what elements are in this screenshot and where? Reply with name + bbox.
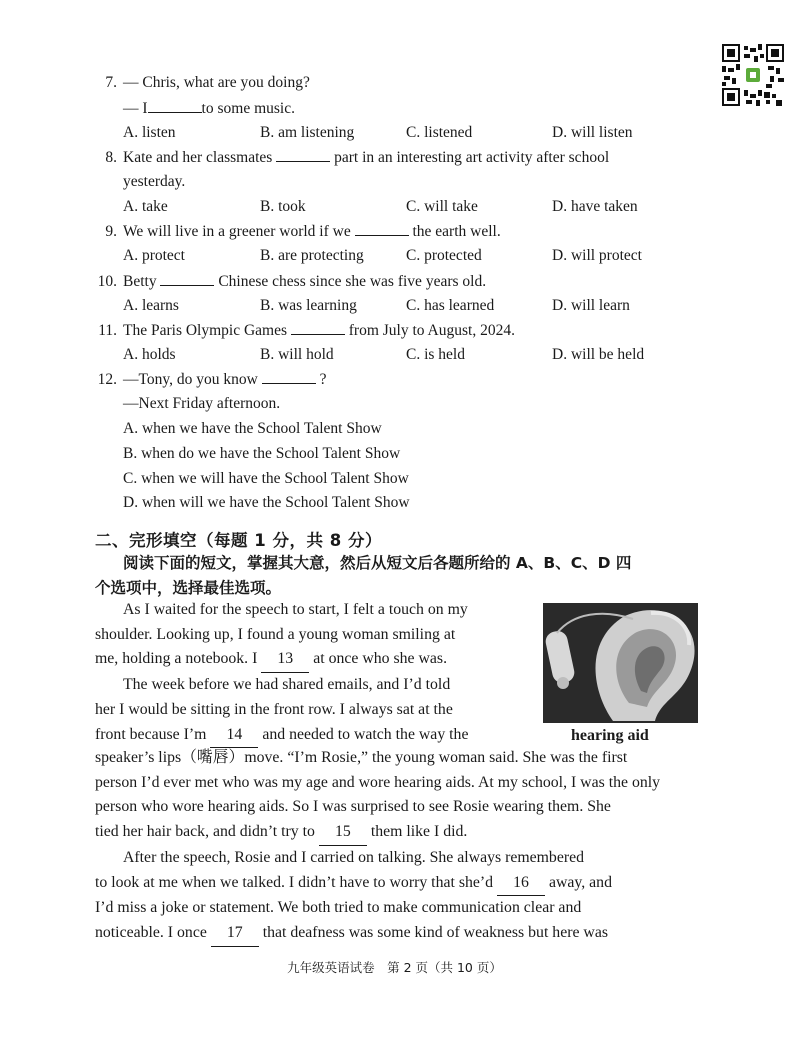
question-number: 11. [98,322,117,339]
question-stem: — Chris, what are you doing? [123,74,310,91]
question-stem: the earth well. [412,223,501,240]
passage-line: person who wore hearing aids. So I was surprised to see Rosie wearing them. She [95,798,611,816]
passage-line: After the speech, Rosie and I carried on talking. She always remembered [123,848,585,866]
option-c: C. when we will have the School Talent Show [123,470,409,487]
option-d: D. will learn [552,297,630,314]
option-d: D. will be held [552,346,645,363]
passage-line: person I’d ever met who was my age and wore hearing aids. At my school, I was the only [95,773,661,791]
question-number: 12. [97,371,117,388]
answer-blank [160,271,214,286]
option-c: C. is held [406,346,465,363]
question-stem: from July to August, 2024. [348,322,515,339]
option-b: B. was learning [260,297,357,314]
answer-blank [291,320,345,335]
option-a: A. when we have the School Talent Show [123,420,382,437]
question-number: 8. [105,149,117,166]
question-12 [95,369,326,390]
option-a: A. listen [123,124,176,141]
answer-blank [148,98,202,113]
passage-text: away, and [548,873,612,891]
passage-line: her I would be sitting in the front row. I always sat at the [95,700,453,718]
question-stem: We will live in a greener world if we [123,223,351,240]
option-c: C. has learned [406,297,495,314]
passage-line [95,723,525,749]
option-c: C. protected [406,247,482,264]
question-11 [95,320,515,341]
passage-text: tied her hair back, and didn’t try to [95,823,315,841]
question-number: 9. [105,223,117,240]
option-d: D. will protect [552,247,642,264]
passage-line: The week before we had shared emails, and I’d told [123,676,451,694]
passage-line: shoulder. Looking up, I found a young woman smiling at [95,625,456,643]
question-8 [95,147,609,168]
question-number: 10. [97,273,117,290]
question-number: 7. [105,74,117,91]
answer-blank [276,147,330,162]
hearing-aid-photo-icon [543,603,698,723]
passage-paragraph-1 [95,598,525,748]
option-b: B. will hold [260,346,334,363]
option-d: D. have taken [552,198,638,215]
option-b: B. when do we have the School Talent Show [123,445,401,462]
option-a: A. take [123,198,168,215]
passage-paragraph-2 [95,746,699,947]
question-stem: Kate and her classmates [123,149,273,166]
question-stem: — I [123,100,148,117]
question-stem: Chinese chess since she was five years old. [218,273,487,290]
cloze-blank-13: 13 [261,647,309,673]
section-instruction: 阅读下面的短文，掌握其大意，然后从短文后各题所给的 A、B、C、D 四 [123,554,632,572]
option-a: A. protect [123,247,185,264]
passage-text: front because I’m [95,725,207,743]
answer-blank [355,221,409,236]
qr-code-icon [722,44,784,106]
passage-text: to look at me when we talked. I didn’t have to worry that she’d [95,873,494,891]
passage-text: that deafness was some kind of weakness but here was [262,923,608,941]
passage-line: speaker’s lips（嘴唇）move. “I’m Rosie,” the young woman said. She was the first [95,749,628,766]
option-b: B. took [260,198,306,215]
figure-caption: hearing aid [571,727,649,744]
passage-line: I’d miss a joke or statement. We both tried to make communication clear and [95,899,582,917]
passage-text: me, holding a notebook. I [95,650,258,668]
section-title: 二、完形填空（每题 1 分，共 8 分） [95,531,382,550]
section-instruction: 个选项中，选择最佳选项。 [95,579,282,597]
passage-line [95,647,525,673]
passage-line: As I waited for the speech to start, I felt a touch on my [123,601,468,618]
passage-text: them like I did. [370,823,468,841]
option-b: B. am listening [260,124,355,141]
passage-line [95,820,699,846]
option-a: A. learns [123,297,179,314]
question-7-line2 [123,98,295,119]
option-d: D. when will we have the School Talent Show [123,494,410,511]
question-stem: part in an interesting art activity after school [334,149,610,166]
option-d: D. will listen [552,124,633,141]
option-a: A. holds [123,346,176,363]
question-stem: ? [319,371,327,388]
question-stem: The Paris Olympic Games [123,322,288,339]
question-7 [95,73,310,93]
cloze-blank-15: 15 [319,820,367,846]
question-stem: —Tony, do you know [123,371,258,388]
question-stem: to some music. [201,100,295,117]
passage-text: and needed to watch the way the [262,725,469,743]
option-b: B. are protecting [260,247,364,264]
passage-line [95,871,699,897]
cloze-blank-14: 14 [210,723,258,749]
question-10 [95,271,486,292]
question-stem: —Next Friday afternoon. [123,395,281,412]
passage-text: at once who she was. [313,650,448,668]
option-c: C. will take [406,198,478,215]
page-footer: 九年级英语试卷 第 2 页（共 10 页） [287,960,502,975]
question-9 [95,221,501,242]
passage-line [95,921,699,947]
question-stem: yesterday. [123,173,186,190]
answer-blank [262,369,316,384]
cloze-blank-16: 16 [497,871,545,897]
question-stem: Betty [123,273,157,290]
option-c: C. listened [406,124,473,141]
cloze-blank-17: 17 [211,921,259,947]
passage-text: noticeable. I once [95,923,207,941]
